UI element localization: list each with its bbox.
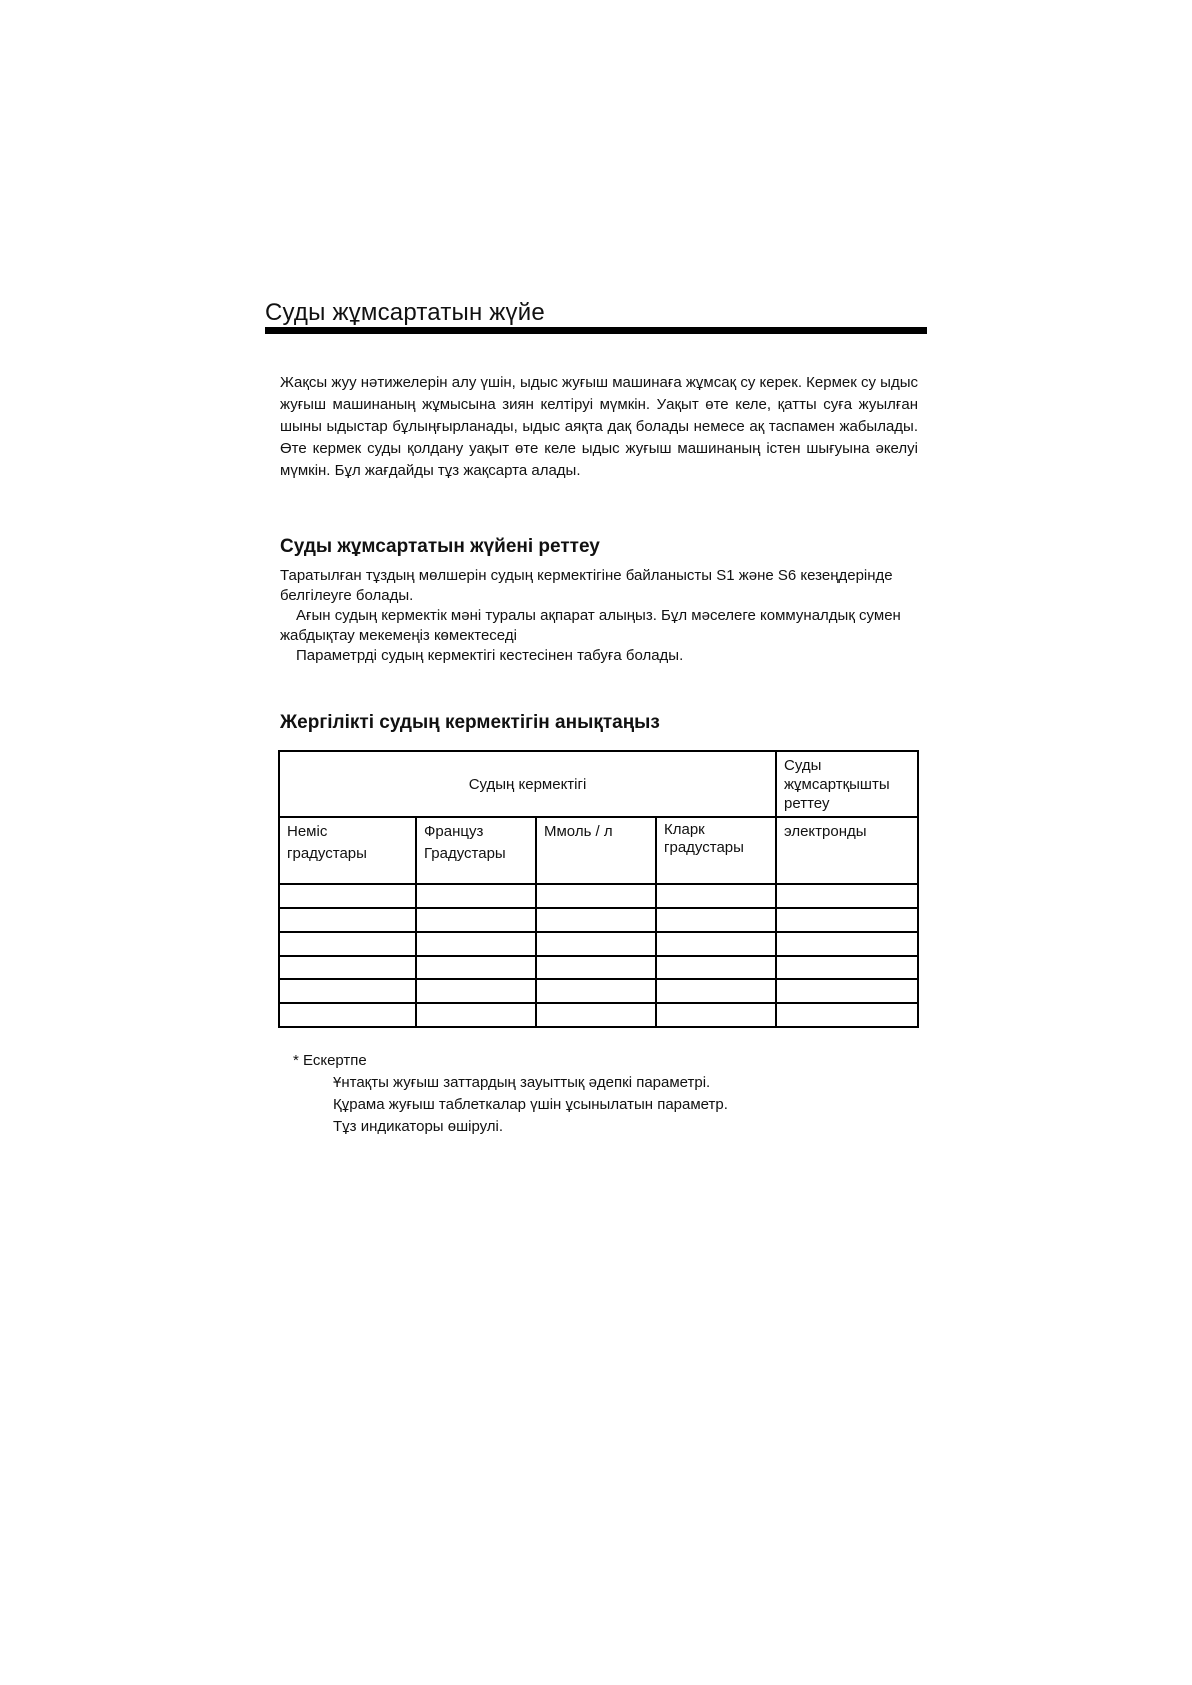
page-title: Суды жұмсартатын жүйе xyxy=(265,299,545,326)
table-cell xyxy=(536,932,656,956)
table-cell xyxy=(776,979,918,1003)
table-cell xyxy=(656,979,776,1003)
table-row xyxy=(279,908,918,932)
table-cell xyxy=(279,908,416,932)
intro-paragraph: Жақсы жуу нәтижелерін алу үшін, ыдыс жуғыш машинаға жұмсақ су керек. Кермек су ыдыс жуғыш машинаның жұмысына зиян келтіруі мүмкін. Уақыт өте келе, қатты суға жуылған шыны ыдыстар бұлыңғырланады, ыдыс аяқта дақ болады немесе ақ таспамен жабылады. Өте кермек суды қолдану уақыт өте келе ыдыс жуғыш машинаның істен шығуына әкелуі мүмкін. Бұл жағдайды тұз жақсарта алады. xyxy=(280,374,918,479)
table-cell xyxy=(416,908,536,932)
table-cell xyxy=(279,884,416,908)
table-cell xyxy=(416,956,536,980)
table-column-header-row xyxy=(279,817,918,884)
table-cell xyxy=(279,1003,416,1027)
table-cell xyxy=(536,1003,656,1027)
table-cell xyxy=(656,1003,776,1027)
note xyxy=(293,1050,728,1138)
note-line-2: Құрама жуғыш таблеткалар үшін ұсынылатын параметр. xyxy=(333,1096,728,1113)
column-header-mmol: Ммоль / л xyxy=(536,817,656,884)
table-row xyxy=(279,979,918,1003)
table-row xyxy=(279,932,918,956)
table-header-row xyxy=(279,751,918,817)
adjust-heading: Суды жұмсартатын жүйені реттеу xyxy=(280,536,600,557)
determine-heading: Жергілікті судың кермектігін анықтаңыз xyxy=(280,712,660,733)
table-cell xyxy=(279,979,416,1003)
table-cell xyxy=(776,956,918,980)
table-cell xyxy=(536,956,656,980)
table-cell xyxy=(776,1003,918,1027)
adjust-paragraph-1: Таратылған тұздың мөлшерін судың кермектігіне байланысты S1 және S6 кезеңдерінде белгілеуге болады. xyxy=(280,567,893,604)
adjust-paragraph-2: Ағын судың кермектік мәні туралы ақпарат алыңыз. Бұл мәселеге коммуналдық сумен жабдықтау мекемеңіз көмектеседі xyxy=(280,607,901,644)
column-header-clark: Кларк градустары xyxy=(656,817,776,884)
table-cell xyxy=(416,1003,536,1027)
table-cell xyxy=(279,932,416,956)
note-label: * Ескертпе xyxy=(293,1052,367,1069)
adjust-text xyxy=(280,566,920,666)
table-cell xyxy=(656,932,776,956)
title-rule xyxy=(265,327,927,334)
table-cell xyxy=(656,908,776,932)
note-line-3: Тұз индикаторы өшірулі. xyxy=(333,1118,504,1135)
column-header-electronic: электронды xyxy=(776,817,918,884)
water-hardness-header: Судың кермектігі xyxy=(279,751,776,817)
table-cell xyxy=(536,979,656,1003)
softener-setting-header: Суды жұмсартқышты реттеу xyxy=(776,751,918,817)
table-cell xyxy=(536,908,656,932)
table-cell xyxy=(656,956,776,980)
table-row xyxy=(279,1003,918,1027)
note-line-1: Ұнтақты жуғыш заттардың зауыттық әдепкі параметрі. xyxy=(333,1074,711,1091)
table-cell xyxy=(656,884,776,908)
water-hardness-table xyxy=(278,750,919,1028)
adjust-paragraph-3: Параметрді судың кермектігі кестесінен табуға болады. xyxy=(296,647,684,664)
table-row xyxy=(279,956,918,980)
table-cell xyxy=(416,884,536,908)
table-cell xyxy=(776,932,918,956)
table-cell xyxy=(536,884,656,908)
column-header-german: Неміс градустары xyxy=(279,817,416,884)
table-cell xyxy=(776,884,918,908)
table-cell xyxy=(776,908,918,932)
column-header-french: Француз Градустары xyxy=(416,817,536,884)
table-cell xyxy=(416,979,536,1003)
table-cell xyxy=(279,956,416,980)
table-cell xyxy=(416,932,536,956)
table-row xyxy=(279,884,918,908)
